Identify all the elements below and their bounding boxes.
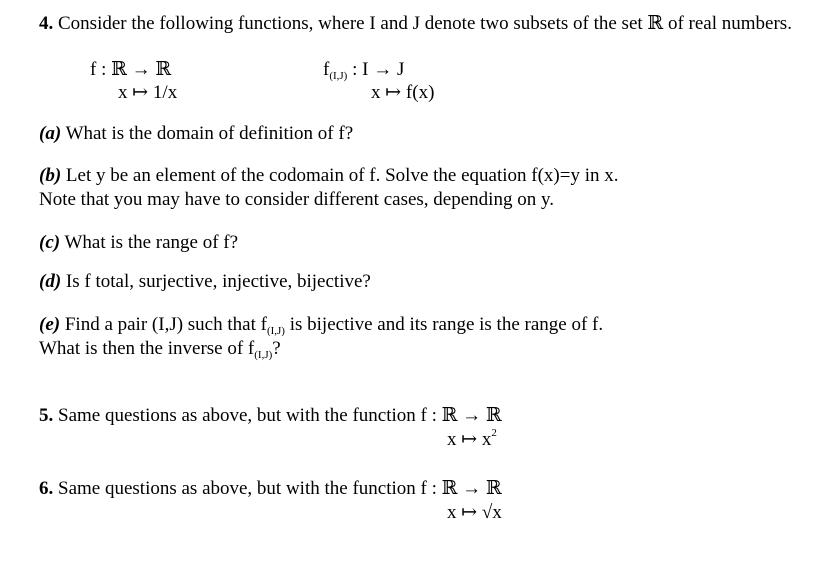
q5-rule-exponent: 2 [491, 427, 497, 439]
restricted-f-rule: x ↦ f(x) [371, 82, 435, 103]
part-c [39, 232, 238, 254]
q6-number: 6. [39, 478, 54, 499]
part-b-note: Note that you may have to consider different cases, depending on y. [39, 189, 554, 210]
q4-intro-line [39, 13, 792, 35]
part-b [39, 165, 618, 187]
restricted-f-domain: : I → J [347, 59, 405, 80]
part-e-text-post: is bijective and its range is the range of f. [284, 314, 604, 335]
restricted-f-signature [323, 59, 404, 83]
part-d [39, 271, 371, 293]
restricted-f-subscript: (I,J) [329, 70, 348, 82]
q5-rule-base: x ↦ x [447, 429, 492, 450]
part-e [39, 314, 603, 338]
q5-rule [447, 429, 497, 453]
part-d-label: (d) [39, 271, 62, 292]
part-e-subscript: (I,J) [266, 325, 285, 337]
q5-text: Same questions as above, but with the function f : ℝ → ℝ [58, 405, 502, 426]
part-e-text-pre: Find a pair (I,J) such that f [60, 314, 267, 335]
part-a [39, 123, 353, 145]
restricted-f-name: f [323, 59, 330, 80]
part-c-label: (c) [39, 232, 61, 253]
part-b-text: Let y be an element of the codomain of f. Solve the equation f(x)=y in x. [61, 165, 619, 186]
f-signature: f : ℝ → ℝ [90, 59, 172, 80]
q5-line [39, 405, 502, 427]
f-rule: x ↦ 1/x [118, 82, 178, 103]
part-e-inverse [39, 338, 281, 362]
part-e-label: (e) [39, 314, 61, 335]
q6-line [39, 478, 502, 500]
part-a-text: What is the domain of definition of f? [61, 123, 354, 144]
q4-intro: Consider the following functions, where I and J denote two subsets of the set ℝ of real numbers. [58, 13, 792, 34]
part-e-subscript-2: (I,J) [254, 349, 273, 361]
q6-rule: x ↦ √x [447, 502, 502, 523]
part-e-text2-pre: What is then the inverse of f [39, 338, 255, 359]
part-b-label: (b) [39, 165, 62, 186]
part-e-text2-post: ? [272, 338, 281, 359]
q6-text: Same questions as above, but with the function f : ℝ → ℝ [58, 478, 502, 499]
part-a-label: (a) [39, 123, 62, 144]
part-d-text: Is f total, surjective, injective, bijective? [61, 271, 371, 292]
part-c-text: What is the range of f? [60, 232, 239, 253]
q5-number: 5. [39, 405, 54, 426]
q4-number: 4. [39, 13, 54, 34]
